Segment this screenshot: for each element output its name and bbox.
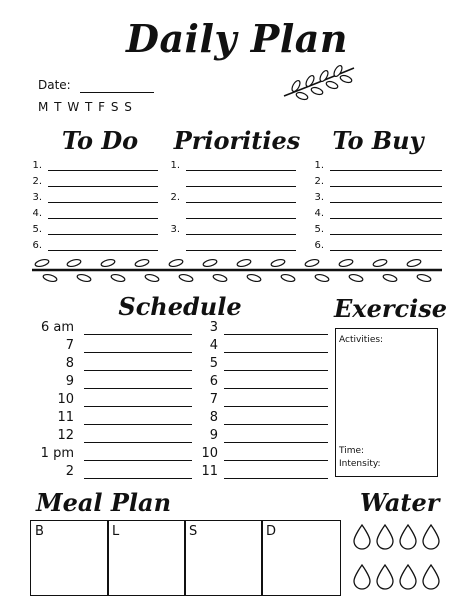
- tobuy-number: 1.: [314, 160, 324, 171]
- schedule-line[interactable]: [224, 442, 328, 443]
- water-drop-icon[interactable]: [375, 564, 395, 590]
- meal-cell-dinner[interactable]: [261, 520, 341, 596]
- water-drop-icon[interactable]: [375, 524, 395, 550]
- exercise-time-label: Time:: [339, 446, 365, 456]
- tobuy-line[interactable]: [330, 170, 442, 171]
- priority-line[interactable]: [186, 234, 296, 235]
- tobuy-line[interactable]: [330, 250, 442, 251]
- schedule-hour: 7: [209, 392, 218, 407]
- weekday-row[interactable]: M T W T F S S: [38, 100, 133, 114]
- water-drop-icon[interactable]: [398, 524, 418, 550]
- schedule-line[interactable]: [84, 424, 192, 425]
- tobuy-number: 4.: [314, 208, 324, 219]
- schedule-line[interactable]: [224, 388, 328, 389]
- water-drop-icon[interactable]: [421, 564, 441, 590]
- meal-cell-snack[interactable]: [184, 520, 263, 596]
- priority-line[interactable]: [186, 170, 296, 171]
- schedule-line[interactable]: [84, 442, 192, 443]
- tobuy-line[interactable]: [330, 234, 442, 235]
- schedule-line[interactable]: [224, 478, 328, 479]
- schedule-hour: 10: [201, 446, 218, 461]
- schedule-hour: 2: [65, 464, 74, 479]
- schedule-hour: 6: [209, 374, 218, 389]
- priority-number: 2.: [170, 192, 180, 203]
- todo-number: 4.: [32, 208, 42, 219]
- schedule-hour: 10: [57, 392, 74, 407]
- date-label: Date:: [38, 78, 71, 92]
- leaf-sprig-icon: [280, 62, 360, 102]
- meal-cell-breakfast[interactable]: [30, 520, 109, 596]
- water-drop-icon[interactable]: [352, 524, 372, 550]
- schedule-hour: 11: [57, 410, 74, 425]
- tobuy-heading: To Buy: [332, 126, 424, 155]
- todo-heading: To Do: [61, 126, 139, 155]
- todo-line[interactable]: [48, 234, 158, 235]
- todo-line[interactable]: [48, 170, 158, 171]
- tobuy-number: 3.: [314, 192, 324, 203]
- schedule-hour: 12: [57, 428, 74, 443]
- todo-number: 1.: [32, 160, 42, 171]
- priority-line[interactable]: [186, 250, 296, 251]
- priority-line[interactable]: [186, 218, 296, 219]
- tobuy-number: 2.: [314, 176, 324, 187]
- meal-cell-label: B: [35, 524, 44, 539]
- schedule-line[interactable]: [84, 370, 192, 371]
- schedule-line[interactable]: [84, 334, 192, 335]
- tobuy-line[interactable]: [330, 218, 442, 219]
- exercise-box[interactable]: [335, 328, 438, 477]
- meal-cell-label: L: [112, 524, 120, 539]
- schedule-hour: 9: [209, 428, 218, 443]
- schedule-hour: 7: [65, 338, 74, 353]
- date-line[interactable]: [80, 92, 154, 93]
- schedule-line[interactable]: [84, 388, 192, 389]
- schedule-hour: 6 am: [40, 320, 74, 335]
- exercise-intensity-label: Intensity:: [339, 459, 381, 469]
- priorities-heading: Priorities: [173, 126, 301, 155]
- todo-line[interactable]: [48, 250, 158, 251]
- page-title: Daily Plan: [125, 16, 348, 61]
- schedule-line[interactable]: [224, 370, 328, 371]
- meal-cell-label: S: [189, 524, 198, 539]
- water-drop-icon[interactable]: [398, 564, 418, 590]
- priority-number: 1.: [170, 160, 180, 171]
- todo-line[interactable]: [48, 186, 158, 187]
- todo-number: 6.: [32, 240, 42, 251]
- todo-line[interactable]: [48, 202, 158, 203]
- todo-number: 5.: [32, 224, 42, 235]
- schedule-line[interactable]: [224, 352, 328, 353]
- meal-cell-lunch[interactable]: [107, 520, 186, 596]
- schedule-hour: 5: [209, 356, 218, 371]
- vine-divider-icon: [28, 256, 448, 290]
- schedule-hour: 11: [201, 464, 218, 479]
- schedule-hour: 9: [65, 374, 74, 389]
- schedule-hour: 8: [65, 356, 74, 371]
- schedule-line[interactable]: [84, 460, 192, 461]
- schedule-heading: Schedule: [118, 292, 242, 321]
- schedule-hour: 4: [209, 338, 218, 353]
- todo-number: 3.: [32, 192, 42, 203]
- schedule-hour: 8: [209, 410, 218, 425]
- meal-cell-label: D: [266, 524, 277, 539]
- tobuy-number: 6.: [314, 240, 324, 251]
- schedule-line[interactable]: [84, 406, 192, 407]
- priority-number: 3.: [170, 224, 180, 235]
- tobuy-number: 5.: [314, 224, 324, 235]
- priority-line[interactable]: [186, 186, 296, 187]
- schedule-line[interactable]: [224, 424, 328, 425]
- schedule-line[interactable]: [224, 406, 328, 407]
- meal-plan-heading: Meal Plan: [36, 488, 172, 517]
- exercise-heading: Exercise: [334, 294, 448, 323]
- water-drop-icon[interactable]: [421, 524, 441, 550]
- exercise-activities-label: Activities:: [339, 335, 384, 345]
- schedule-hour: 3: [209, 320, 218, 335]
- schedule-hour: 1 pm: [40, 446, 74, 461]
- todo-number: 2.: [32, 176, 42, 187]
- schedule-line[interactable]: [84, 352, 192, 353]
- schedule-line[interactable]: [224, 334, 328, 335]
- schedule-line[interactable]: [84, 478, 192, 479]
- priority-line[interactable]: [186, 202, 296, 203]
- water-heading: Water: [360, 488, 440, 517]
- water-drop-icon[interactable]: [352, 564, 372, 590]
- tobuy-line[interactable]: [330, 186, 442, 187]
- todo-line[interactable]: [48, 218, 158, 219]
- tobuy-line[interactable]: [330, 202, 442, 203]
- schedule-line[interactable]: [224, 460, 328, 461]
